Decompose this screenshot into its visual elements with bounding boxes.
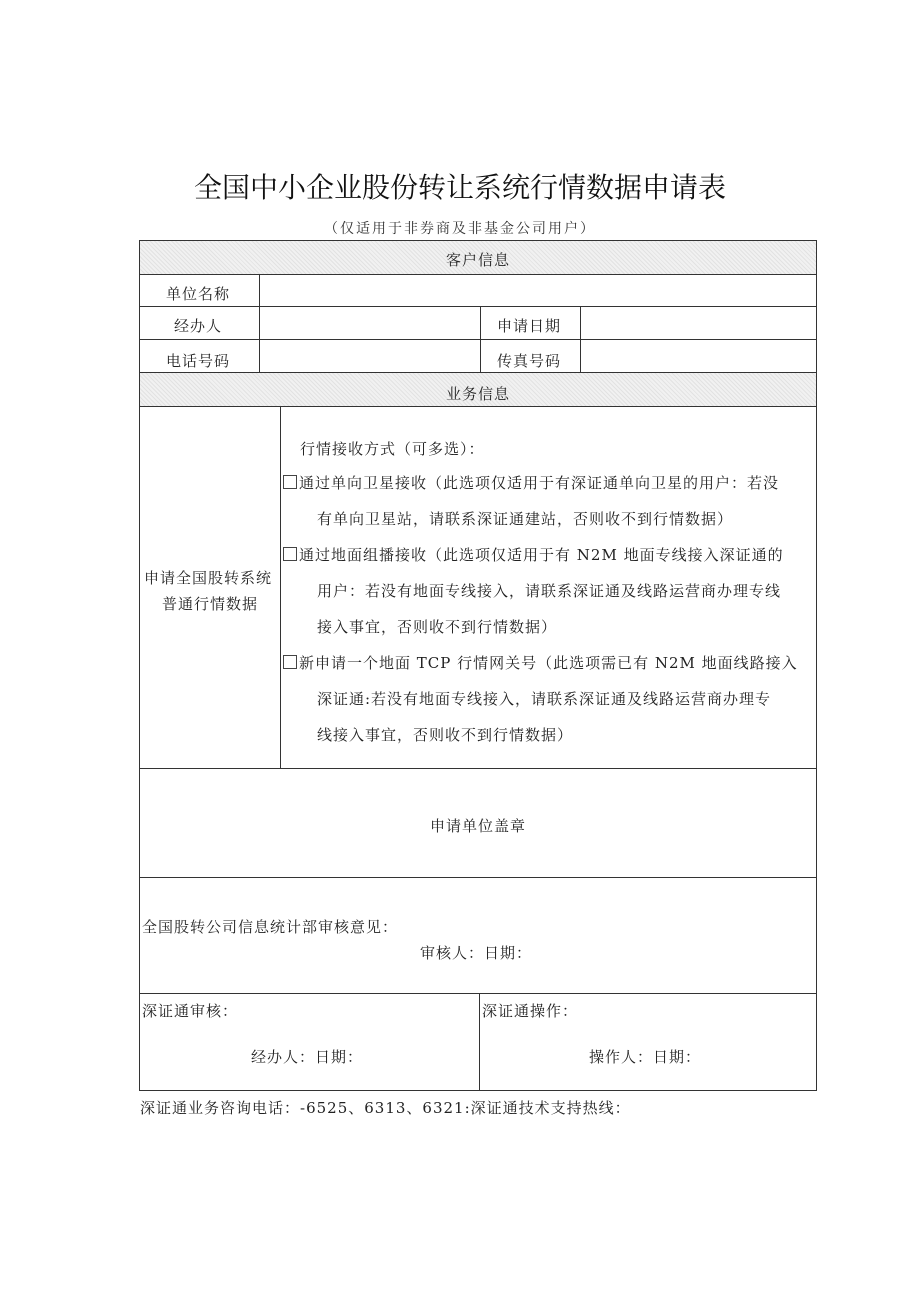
szt-review-cell bbox=[139, 993, 480, 1091]
business-left-label-line2: 普通行情数据 bbox=[162, 595, 259, 613]
footer-contact: 深证通业务咨询电话：-6525、6313、6321:深证通技术支持热线： bbox=[140, 1099, 631, 1117]
szt-review-label: 深证通审核： bbox=[142, 1002, 239, 1020]
handler-label-cell bbox=[139, 306, 260, 340]
szt-operation-cell bbox=[479, 993, 817, 1091]
handler-label: 经办人 bbox=[174, 317, 223, 335]
option2-line1: 通过地面组播接收（此选项仅适用于有 N2M 地面专线接入深证通的 bbox=[283, 537, 784, 573]
phone-field[interactable] bbox=[259, 339, 481, 373]
apply-date-label-cell bbox=[480, 306, 581, 340]
option2-line2: 用户：若没有地面专线接入，请联系深证通及线路运营商办理专线 bbox=[317, 582, 782, 600]
company-name-label: 单位名称 bbox=[166, 285, 231, 303]
fax-label-cell bbox=[480, 339, 581, 373]
fax-label: 传真号码 bbox=[497, 352, 562, 370]
fax-field[interactable] bbox=[580, 339, 817, 373]
page-title: 全国中小企业股份转让系统行情数据申请表 bbox=[193, 171, 726, 204]
option2-line3: 接入事宜，否则收不到行情数据） bbox=[317, 618, 558, 636]
seal-label: 申请单位盖章 bbox=[429, 817, 526, 835]
option3-line2: 深证通:若没有地面专线接入，请联系深证通及线路运营商办理专 bbox=[317, 690, 772, 708]
customer-section-header bbox=[139, 240, 817, 275]
business-right-cell bbox=[280, 406, 817, 769]
business-left-cell bbox=[139, 406, 281, 769]
option3-line1: 新申请一个地面 TCP 行情网关号（此选项需已有 N2M 地面线路接入 bbox=[283, 645, 798, 681]
business-section-header bbox=[139, 372, 817, 407]
customer-section-title: 客户信息 bbox=[445, 251, 510, 269]
phone-label: 电话号码 bbox=[166, 352, 231, 370]
apply-date-label: 申请日期 bbox=[497, 317, 562, 335]
receive-method-label: 行情接收方式（可多选）： bbox=[300, 440, 485, 458]
handler-field[interactable] bbox=[259, 306, 481, 340]
phone-label-cell bbox=[139, 339, 260, 373]
reviewer-label: 审核人：日期： bbox=[420, 944, 533, 962]
option1-line1: 通过单向卫星接收（此选项仅适用于有深证通单向卫星的用户：若没 bbox=[283, 465, 779, 501]
review-cell bbox=[139, 877, 817, 994]
business-section-title: 业务信息 bbox=[445, 385, 510, 403]
company-name-label-cell bbox=[139, 274, 260, 307]
seal-cell bbox=[139, 768, 817, 878]
page-subtitle: （仅适用于非券商及非基金公司用户） bbox=[324, 221, 596, 237]
company-name-field[interactable] bbox=[259, 274, 817, 307]
option2-checkbox[interactable] bbox=[283, 547, 297, 561]
option3-checkbox[interactable] bbox=[283, 655, 297, 669]
option1-line2: 有单向卫星站，请联系深证通建站，否则收不到行情数据） bbox=[317, 510, 734, 528]
szt-review-sign-label: 经办人：日期： bbox=[251, 1048, 364, 1066]
option1-checkbox[interactable] bbox=[283, 475, 297, 489]
option3-line3: 线接入事宜，否则收不到行情数据） bbox=[317, 726, 574, 744]
review-opinion-label: 全国股转公司信息统计部审核意见： bbox=[142, 918, 399, 936]
szt-operation-label: 深证通操作： bbox=[482, 1002, 579, 1020]
apply-date-field[interactable] bbox=[580, 306, 817, 340]
business-left-label-line1: 申请全国股转系统 bbox=[144, 569, 273, 587]
szt-operation-sign-label: 操作人：日期： bbox=[589, 1048, 702, 1066]
